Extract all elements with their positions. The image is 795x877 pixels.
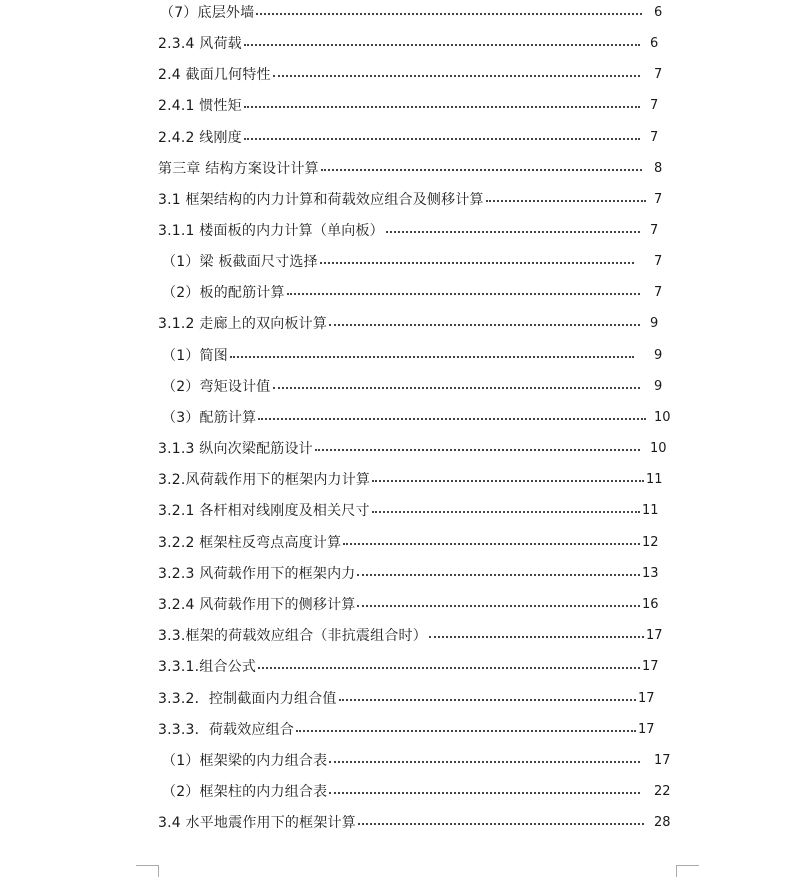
toc-entry[interactable] bbox=[0, 251, 795, 273]
toc-entry-page-number: 9 bbox=[654, 379, 663, 394]
toc-entry-title: 3.2.4 风荷载作用下的侧移计算 bbox=[158, 597, 356, 613]
toc-entry-title: （1）框架梁的内力组合表 bbox=[162, 753, 328, 769]
toc-entry[interactable] bbox=[0, 33, 795, 55]
toc-entry-page-number: 13 bbox=[642, 566, 659, 581]
toc-entry-page-number: 12 bbox=[642, 535, 659, 550]
toc-entry-page-number: 8 bbox=[654, 161, 663, 176]
toc-entry-title: 3.3.3．荷载效应组合 bbox=[158, 722, 295, 738]
toc-entry-page-number: 7 bbox=[650, 130, 659, 145]
toc-entry-title: 3.1.1 楼面板的内力计算（单向板） bbox=[158, 223, 384, 239]
toc-entry-page-number: 6 bbox=[650, 36, 659, 51]
toc-entry-title: 2.4.2 线刚度 bbox=[158, 130, 242, 146]
toc-entry-page-number: 6 bbox=[654, 5, 663, 20]
toc-entry[interactable] bbox=[0, 127, 795, 149]
toc-entry[interactable] bbox=[0, 500, 795, 522]
toc-dot-leader bbox=[329, 324, 640, 326]
toc-dot-leader bbox=[256, 13, 642, 15]
toc-dot-leader bbox=[372, 480, 644, 482]
toc-dot-leader bbox=[358, 823, 644, 825]
toc-entry[interactable] bbox=[0, 313, 795, 335]
toc-dot-leader bbox=[258, 418, 646, 420]
toc-entry-title: 3.2.3 风荷载作用下的框架内力 bbox=[158, 566, 356, 582]
toc-entry-title: （1）简图 bbox=[162, 348, 228, 364]
page-corner-mark-right bbox=[676, 865, 699, 877]
toc-dot-leader bbox=[386, 231, 640, 233]
toc-entry-title: 3.2.风荷载作用下的框架内力计算 bbox=[158, 472, 371, 488]
toc-entry[interactable] bbox=[0, 407, 795, 429]
toc-entry[interactable] bbox=[0, 220, 795, 242]
toc-entry[interactable] bbox=[0, 376, 795, 398]
toc-entry[interactable] bbox=[0, 625, 795, 647]
toc-entry[interactable] bbox=[0, 438, 795, 460]
toc-dot-leader bbox=[244, 44, 640, 46]
toc-entry-page-number: 9 bbox=[650, 316, 659, 331]
toc-entry-title: 第三章 结构方案设计计算 bbox=[158, 161, 319, 177]
toc-entry[interactable] bbox=[0, 656, 795, 678]
toc-entry-title: （3）配筋计算 bbox=[162, 410, 257, 426]
toc-dot-leader bbox=[315, 449, 640, 451]
toc-dot-leader bbox=[296, 730, 636, 732]
toc-dot-leader bbox=[230, 356, 634, 358]
toc-entry-title: 2.4.1 惯性矩 bbox=[158, 98, 242, 114]
toc-entry-title: （2）框架柱的内力组合表 bbox=[162, 784, 328, 800]
toc-entry-title: 3.3.框架的荷载效应组合（非抗震组合时） bbox=[158, 628, 427, 644]
toc-entry-page-number: 11 bbox=[642, 503, 659, 518]
toc-entry-page-number: 22 bbox=[654, 784, 671, 799]
toc-entry-page-number: 7 bbox=[650, 98, 659, 113]
toc-entry-title: （2）弯矩设计值 bbox=[162, 379, 271, 395]
toc-dot-leader bbox=[244, 138, 640, 140]
toc-entry-title: （7）底层外墙 bbox=[160, 5, 255, 21]
toc-entry-title: 3.3.2．控制截面内力组合值 bbox=[158, 691, 337, 707]
toc-entry-page-number: 10 bbox=[650, 441, 667, 456]
toc-dot-leader bbox=[372, 511, 640, 513]
toc-dot-leader bbox=[339, 699, 636, 701]
toc-entry-title: 3.2.1 各杆相对线刚度及相关尺寸 bbox=[158, 503, 370, 519]
toc-entry-page-number: 16 bbox=[642, 597, 659, 612]
toc-entry-title: 3.1 框架结构的内力计算和荷载效应组合及侧移计算 bbox=[158, 192, 484, 208]
toc-entry-page-number: 7 bbox=[654, 192, 663, 207]
toc-dot-leader bbox=[329, 792, 640, 794]
toc-entry-page-number: 17 bbox=[654, 753, 671, 768]
toc-entry[interactable] bbox=[0, 688, 795, 710]
toc-entry[interactable] bbox=[0, 812, 795, 834]
toc-entry[interactable] bbox=[0, 469, 795, 491]
toc-entry-title: 2.3.4 风荷载 bbox=[158, 36, 242, 52]
toc-entry-page-number: 9 bbox=[654, 348, 663, 363]
toc-entry[interactable] bbox=[0, 95, 795, 117]
toc-entry[interactable] bbox=[0, 64, 795, 86]
toc-entry-title: 2.4 截面几何特性 bbox=[158, 67, 271, 83]
toc-entry[interactable] bbox=[0, 781, 795, 803]
page-corner-mark-left bbox=[136, 865, 159, 877]
toc-entry[interactable] bbox=[0, 158, 795, 180]
toc-entry-title: （2）板的配筋计算 bbox=[162, 285, 285, 301]
toc-dot-leader bbox=[343, 543, 640, 545]
toc-entry[interactable] bbox=[0, 563, 795, 585]
toc-entry-title: 3.1.2 走廊上的双向板计算 bbox=[158, 316, 328, 332]
toc-entry[interactable] bbox=[0, 594, 795, 616]
toc-entry-title: 3.1.3 纵向次梁配筋设计 bbox=[158, 441, 313, 457]
toc-entry-page-number: 7 bbox=[654, 67, 663, 82]
toc-entry-title: 3.2.2 框架柱反弯点高度计算 bbox=[158, 535, 342, 551]
toc-dot-leader bbox=[287, 293, 640, 295]
toc-entry-page-number: 7 bbox=[654, 254, 663, 269]
toc-entry[interactable] bbox=[0, 750, 795, 772]
toc-dot-leader bbox=[329, 761, 640, 763]
toc-entry-page-number: 11 bbox=[646, 472, 663, 487]
toc-entry-page-number: 17 bbox=[638, 722, 655, 737]
toc-dot-leader bbox=[321, 169, 642, 171]
toc-entry-page-number: 28 bbox=[654, 815, 671, 830]
toc-dot-leader bbox=[244, 106, 640, 108]
toc-entry-page-number: 17 bbox=[642, 659, 659, 674]
toc-entry-page-number: 10 bbox=[654, 410, 671, 425]
toc-entry[interactable] bbox=[0, 2, 795, 24]
toc-entry[interactable] bbox=[0, 719, 795, 741]
toc-dot-leader bbox=[486, 200, 646, 202]
toc-dot-leader bbox=[258, 667, 640, 669]
toc-dot-leader bbox=[357, 574, 640, 576]
toc-dot-leader bbox=[357, 605, 640, 607]
toc-dot-leader bbox=[429, 636, 644, 638]
toc-entry-page-number: 7 bbox=[654, 285, 663, 300]
toc-entry-page-number: 17 bbox=[646, 628, 663, 643]
toc-entry-page-number: 17 bbox=[638, 691, 655, 706]
toc-entry[interactable] bbox=[0, 189, 795, 211]
toc-entry-title: （1）梁 板截面尺寸选择 bbox=[162, 254, 318, 270]
toc-entry[interactable] bbox=[0, 345, 795, 367]
toc-entry[interactable] bbox=[0, 282, 795, 304]
toc-entry-title: 3.4 水平地震作用下的框架计算 bbox=[158, 815, 356, 831]
toc-entry-title: 3.3.1.组合公式 bbox=[158, 659, 257, 675]
toc-entry[interactable] bbox=[0, 532, 795, 554]
toc-dot-leader bbox=[320, 262, 634, 264]
toc-entry-page-number: 7 bbox=[650, 223, 659, 238]
toc-dot-leader bbox=[273, 387, 640, 389]
toc-dot-leader bbox=[273, 75, 640, 77]
